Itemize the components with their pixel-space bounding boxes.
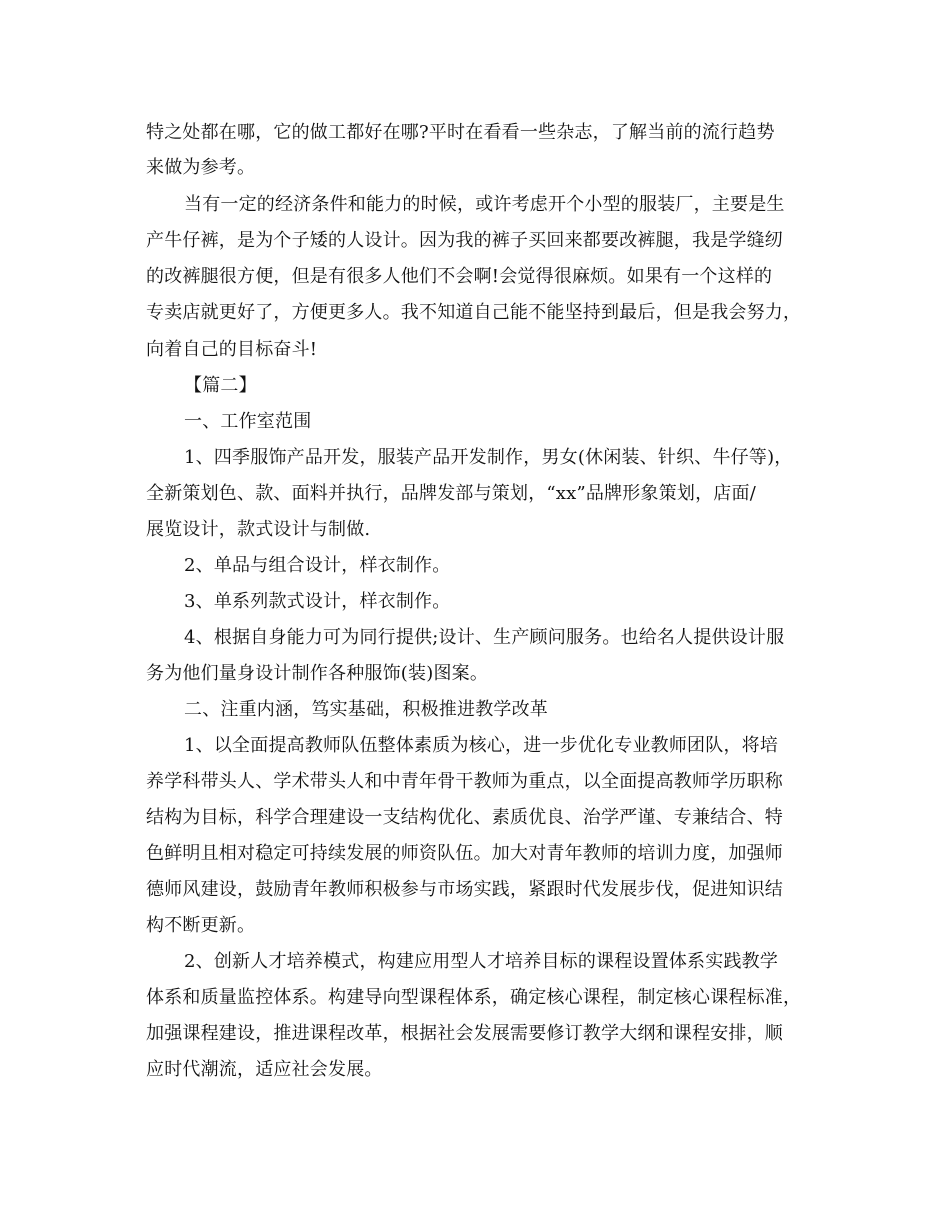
paragraph-line: 产牛仔裤，是为个子矮的人设计。因为我的裤子买回来都要改裤腿，我是学缝纫 <box>146 230 783 251</box>
paragraph-line: 养学科带头人、学术带头人和中青年骨干教师为重点，以全面提高教师学历职称 <box>146 771 783 792</box>
paragraph-line: 1、四季服饰产品开发，服装产品开发制作，男女(休闲装、针织、牛仔等)， <box>184 447 793 468</box>
subsection-heading: 一、工作室范围 <box>184 411 312 432</box>
paragraph-line: 2、创新人才培养模式，构建应用型人才培养目标的课程设置体系实践教学 <box>184 951 779 972</box>
subsection-heading: 二、注重内涵，笃实基础，积极推进教学改革 <box>184 699 548 720</box>
paragraph-line: 务为他们量身设计制作各种服饰(装)图案。 <box>146 663 489 684</box>
section-heading: 【篇二】 <box>184 375 257 396</box>
paragraph-line: 4、根据自身能力可为同行提供;设计、生产顾问服务。也给名人提供设计服 <box>184 627 785 648</box>
paragraph-line: 体系和质量监控体系。构建导向型课程体系，确定核心课程，制定核心课程标准， <box>146 987 802 1008</box>
paragraph-line: 应时代潮流，适应社会发展。 <box>146 1059 383 1080</box>
paragraph-line: 向着自己的目标奋斗! <box>146 339 318 360</box>
paragraph-line: 德师风建设，鼓励青年教师积极参与市场实践，紧跟时代发展步伐，促进知识结 <box>146 879 783 900</box>
paragraph-line: 展览设计，款式设计与制做. <box>146 519 371 540</box>
paragraph-line: 特之处都在哪，它的做工都好在哪?平时在看看一些杂志，了解当前的流行趋势 <box>146 122 775 143</box>
paragraph-line: 色鲜明且相对稳定可持续发展的师资队伍。加大对青年教师的培训力度，加强师 <box>146 843 783 864</box>
paragraph-line: 的改裤腿很方便，但是有很多人他们不会啊!会觉得很麻烦。如果有一个这样的 <box>146 266 773 287</box>
paragraph-line: 构不断更新。 <box>146 915 256 936</box>
paragraph-line: 结构为目标，科学合理建设一支结构优化、素质优良、治学严谨、专兼结合、特 <box>146 807 783 828</box>
paragraph-line: 3、单系列款式设计，样衣制作。 <box>184 591 451 612</box>
paragraph-line: 来做为参考。 <box>146 157 256 178</box>
paragraph-line: 全新策划色、款、面料并执行，品牌发部与策划，“xx”品牌形象策划，店面/ <box>146 483 756 504</box>
paragraph-line: 加强课程建设，推进课程改革，根据社会发展需要修订教学大纲和课程安排，顺 <box>146 1023 783 1044</box>
paragraph-line: 专卖店就更好了，方便更多人。我不知道自己能不能坚持到最后，但是我会努力， <box>146 302 802 323</box>
paragraph-line: 2、单品与组合设计，样衣制作。 <box>184 555 451 576</box>
paragraph-line: 当有一定的经济条件和能力的时候，或许考虑开个小型的服装厂，主要是生 <box>184 194 785 215</box>
paragraph-line: 1、以全面提高教师队伍整体素质为核心，进一步优化专业教师团队，将培 <box>184 735 779 756</box>
